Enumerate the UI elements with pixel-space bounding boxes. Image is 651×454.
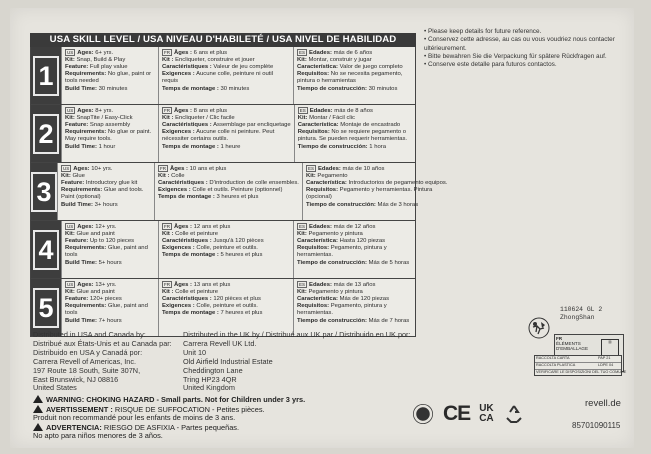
level-col-en [61,47,158,104]
feature-value: Valor de juego completo [339,64,403,71]
build-time-label: Tiempo de construcción: [297,317,367,324]
note-line: ultérieurement. [424,44,467,52]
warning-text: CHOKING HAZARD - Small parts. Not for Children under 3 yrs. [86,395,306,404]
brand-url: revell.de [585,398,621,409]
ages-label: Ages: [77,50,94,57]
build-time-value: 1 heure [220,143,241,150]
ages-value: más de 12 años [333,224,376,231]
build-time-label: Tiempo de construcción: [297,143,368,150]
feature-value: Valeur de jeu complète [213,64,274,71]
address-line: Distributed in USA and Canada by: [33,330,146,339]
build-time-value: Más de 5 horas [368,259,410,266]
requirements-label: Exigences : [162,71,195,78]
feature-label: Característica: [297,64,338,71]
ages-label: Ages: [77,282,94,289]
ages-label: Âges : [170,166,189,173]
requirements-value: No se necesita pegamento, pintura o herramientas [297,71,403,85]
flag-fr-icon: FR [164,108,170,113]
feature-label: Característica: [305,180,347,187]
ages-label: Ages: [77,224,94,231]
kit-label: Kit: [297,57,307,64]
kit-label: Kit : [162,57,174,64]
requirements-label: Exigences : [158,187,191,194]
feature-label: Característica: [297,122,339,129]
ages-label: Âges : [174,50,193,57]
build-time-label: Tiempo de construcción: [297,259,367,266]
warning-line [33,414,305,423]
recycling-cell: RACCOLTA PLASTICA [536,362,576,367]
feature-value: Más de 120 piezas [339,296,390,303]
build-time-label: Build Time: [65,143,97,150]
feature-label: Caractéristiques : [162,122,212,129]
ages-value: más de 8 años [334,108,373,115]
requirements-value: Pegamento y herramientas. Pintura (opcional) [305,187,433,201]
requirements-value: Glue and tools. Paint (optional) [61,187,144,201]
ages-label: Âges : [174,224,193,231]
requirements-value: Glue, paint and tools [65,303,148,317]
feature-value: Full play value [89,64,128,71]
recycle-icon [503,403,525,425]
reference-notes [424,28,634,69]
feature-label: Caractéristiques : [162,296,212,303]
level-number [31,221,61,278]
build-time-label: Temps de montage : [162,85,219,92]
address-line: Distribué aux États-Unis et au Canada par: [33,338,172,348]
level-number [31,163,57,220]
build-time-value: 1 hour [98,143,116,150]
choking-warning [33,395,305,441]
requirements-label: Requisitos: [297,303,330,310]
feature-value: Montaje de encastrado [340,122,401,129]
requirements-label: Requisitos: [305,187,339,194]
skill-level-title: USA SKILL LEVEL / USA NIVEAU D'HABILETÉ / USA NIVEL DE HABILIDAD [30,33,416,47]
ages-value: 8 ans et plus [193,108,228,115]
feature-value: Assemblage par encliquetage [213,122,291,129]
production-code [560,306,602,322]
warning-text: Produit non recommandé pour les enfants de moins de 3 ans. [33,413,236,423]
kit-value: Pegamento y pintura [308,289,363,296]
recycling-cell: RACCOLTA CARTA [536,356,570,360]
recycling-cell: PAP 21 [598,356,611,360]
level-number [31,105,61,162]
build-time-value: 5+ hours [98,259,122,266]
feature-value: Hasta 120 piezas [339,238,386,245]
kit-value: Colle et peinture [175,289,218,296]
ukca-top: UK [479,403,494,414]
build-time-value: 7+ hours [98,317,122,324]
address-line: Distributed in the UK by / Distribué aux UK par / Distribuido en UK por: [183,330,411,339]
address-line: United Kingdom [183,383,235,393]
build-time-value: 3 heures et plus [216,194,259,201]
kit-value: Pegamento [317,173,348,180]
build-time-label: Temps de montage : [162,310,219,317]
level-number-text: 1 [33,56,59,96]
recycling-row [535,356,621,362]
flag-en-icon: US [63,166,70,171]
kit-value: Encliqueter, construire et jouer [175,57,255,64]
kit-label: Kit : [162,289,174,296]
feature-value: Up to 120 pieces [89,238,135,245]
flag-en-icon: US [67,108,74,113]
flag-es-icon: ES [299,50,306,55]
ages-value: 12 ans et plus [193,224,231,231]
uk-distributor [183,331,411,393]
level-col-en [61,221,158,278]
kit-label: Kit: [297,115,308,122]
level-col-fr [158,105,294,162]
ages-value: 10 ans et plus [189,166,227,173]
build-time-label: Build Time: [65,259,97,266]
build-time-value: 1 hora [369,143,386,150]
kit-label: Kit: [65,115,75,122]
kit-value: Colle [171,173,185,180]
requirements-value: Colle, peinture et outils. [196,303,258,310]
ages-label: Âges : [174,108,193,115]
level-number-text: 2 [33,114,59,154]
address-line: Carrera Revell of Americas, Inc. [33,356,137,366]
requirements-value: No glue, paint or tools needed [65,71,152,85]
kit-value: Snap, Build & Play [76,57,126,64]
skill-levels [30,47,448,337]
feature-value: Introductorios de pegamento equipos. [348,180,448,187]
feature-label: Característica: [297,296,338,303]
requirements-label: Exigences : [162,245,195,252]
skill-level-row [30,221,416,279]
kit-label: Kit: [65,289,75,296]
warning-line [33,432,305,441]
requirements-label: Exigences : [162,129,195,136]
address-line: United States [33,383,77,393]
kit-label: Kit: [61,173,71,180]
feature-value: 120 pièces et plus [213,296,261,303]
article-number: 85701090115 [572,421,621,430]
us-distributor [33,331,172,393]
address-line: Carrera Revell UK Ltd. [183,338,257,348]
note-line: • Conservez cette adresse, au cas ou vous voudriez nous contacter [424,36,615,44]
build-time-value: 30 minutos [368,85,398,92]
kit-label: Kit: [297,231,307,238]
requirements-value: Colle, peinture et outils. [196,245,258,252]
feature-label: Feature: [65,64,89,71]
ukca-bottom: CA [479,413,494,424]
requirements-value: Pegamento, pintura y herramientas. [297,303,387,317]
kit-value: Montar, construir y jugar [308,57,372,64]
kit-value: SnapTite / Easy-Click [76,115,133,122]
feature-value: 120+ pieces [89,296,122,303]
address-line: Unit 10 [183,347,207,357]
feature-label: Feature: [65,296,89,303]
warning-head: WARNING: [46,395,85,404]
kit-label: Kit : [162,115,174,122]
flag-en-icon: US [67,282,74,287]
requirements-label: Exigences : [162,303,195,310]
ages-value: 6+ yrs. [95,50,114,57]
ages-label: Edades: [309,50,332,57]
recycling-cell: LDPE 04 [598,362,614,367]
requirements-label: Requisitos: [297,71,330,78]
note-line: • Please keep details for future reference. [424,28,542,35]
recycling-cell: VERIFICARE LE DISPOSIZIONI DEL TUO COMUNE [536,369,627,374]
build-time-label: Build Time: [61,201,93,208]
level-col-fr [154,163,302,220]
build-time-value: Más de 3 horas [377,201,419,208]
build-time-label: Build Time: [65,317,97,324]
recycle-text: ÉLÉMENTS D'EMBALLAGE [556,341,589,351]
build-time-value: Más de 7 horas [368,317,410,324]
ages-value: 12+ yrs. [95,224,117,231]
address-line: Old Airfield Industrial Estate [183,356,273,366]
ages-label: Ages: [77,108,94,115]
warning-triangle-icon [33,395,43,403]
recycling-cell [627,370,651,376]
feature-label: Caractéristiques : [158,180,208,187]
kit-label: Kit : [162,231,174,238]
ages-label: Ages: [73,166,90,173]
build-time-value: 30 minutes [220,85,250,92]
ages-value: 6 ans et plus [193,50,228,57]
skill-level-row [30,279,416,337]
flag-es-icon: ES [299,108,306,113]
level-number-text: 4 [33,230,59,270]
feature-label: Feature: [61,180,85,187]
kit-label: Kit: [65,57,75,64]
ages-value: 13 ans et plus [193,282,231,289]
level-col-fr [158,221,293,278]
level-col-en [61,105,158,162]
ages-label: Edades: [317,166,341,173]
ages-label: Edades: [309,108,333,115]
kit-value: Encliqueter / Clic facile [175,115,235,122]
requirements-label: Requirements: [65,245,107,252]
warning-head: AVERTISSEMENT : [46,404,113,414]
address-line: 197 Route 18 South, Suite 307N, [33,365,141,375]
address-line: Cheddington Lane [183,365,243,375]
ages-value: más de 10 años [342,166,385,173]
ages-value: más de 13 años [333,282,376,289]
ukca-mark [479,404,493,424]
build-time-label: Build Time: [65,85,97,92]
recycling-row [535,362,621,369]
warning-head: ADVERTENCIA: [46,422,102,432]
build-time-label: Tiempo de construcción: [297,85,367,92]
flag-es-icon: ES [299,224,306,229]
address-line: Tring HP23 4QR [183,374,237,384]
kit-value: Colle et peinture [175,231,218,238]
requirements-value: Aucune colle, peinture ni outil requis [162,71,274,85]
address-line: East Brunswick, NJ 08816 [33,374,119,384]
build-time-value: 5 heures et plus [220,252,263,259]
flag-en-icon: US [67,50,74,55]
feature-value: D'introduction de colle ensembles. [209,180,299,187]
build-time-label: Temps de montage : [162,143,219,150]
flag-es-icon: ES [307,166,314,171]
level-col-en [57,163,154,220]
build-time-value: 3+ hours [94,201,118,208]
requirements-value: No glue or paint. May require tools. [65,129,152,143]
feature-label: Característica: [297,238,338,245]
level-col-en [61,279,158,336]
build-time-value: 7 heures et plus [220,310,263,317]
kit-value: Glue and paint [76,289,115,296]
requirements-label: Requirements: [65,129,107,136]
recycling-table [534,355,627,376]
flag-fr-icon: FR [160,166,166,171]
level-col-es [302,163,450,220]
feature-label: Caractéristiques : [162,64,212,71]
warning-triangle-icon [33,405,43,413]
flag-en-icon: US [67,224,74,229]
build-time-label: Temps de montage : [162,252,219,259]
ages-label: Edades: [309,224,332,231]
warning-text: RISQUE DE SUFFOCATION - Petites pièces. [114,404,265,414]
kit-label: Kit: [297,289,307,296]
level-col-es [293,221,415,278]
warning-text: No apto para niños menores de 3 años. [33,431,163,441]
code-line-1: 110624 GL 2 [560,306,603,313]
kit-label: Kit : [158,173,170,180]
feature-value: Snap assembly [89,122,131,129]
requirements-value: Pegamento, pintura y herramientas. [297,245,387,259]
kit-value: Glue and paint [76,231,115,238]
note-line: • Bitte bewahren Sie die Verpackung für spätere Rückfragen auf. [424,52,607,60]
level-col-fr [158,279,293,336]
requirements-value: Colle et outils. Peinture (optionnel) [192,187,283,194]
kit-label: Kit: [305,173,316,180]
requirements-value: Glue, paint and tools [65,245,148,259]
level-number [31,279,61,336]
warning-triangle-icon [33,423,43,431]
kit-value: Montar / Fácil clic [309,115,355,122]
level-col-es [294,105,415,162]
flag-es-icon: ES [299,282,306,287]
level-col-es [293,279,415,336]
fr-badge: FR [556,336,563,341]
ages-label: Edades: [309,282,332,289]
ages-value: 13+ yrs. [95,282,117,289]
requirements-value: No se requiere pegamento o pintura. Se pueden requerir herramientas. [297,129,408,143]
recycle-bin-icon: ▥ [601,339,619,365]
ages-value: 10+ yrs. [91,166,113,173]
build-time-label: Tiempo de construcción: [305,201,376,208]
requirements-label: Requirements: [65,71,107,78]
recycling-row [535,369,627,376]
triman-icon [528,317,550,339]
requirements-value: Aucune colle ni peinture. Peut nécessiter certains outils. [162,129,275,143]
level-col-es [293,47,415,104]
feature-value: Jusqu'à 120 pièces [213,238,264,245]
kit-value: Pegamento y pintura [308,231,363,238]
green-dot-icon [412,403,434,425]
level-number-text: 5 [33,288,59,328]
skill-level-row [30,105,416,163]
feature-label: Feature: [65,122,89,129]
requirements-label: Requirements: [61,187,103,194]
requirements-label: Requirements: [65,303,107,310]
build-time-value: 30 minutes [98,85,128,92]
code-line-2: ZhongShan [560,314,595,321]
ages-value: más de 6 años [333,50,373,57]
kit-value: Glue [72,173,85,180]
feature-label: Feature: [65,238,89,245]
kit-label: Kit: [65,231,75,238]
level-number [31,47,61,104]
feature-value: Introductory glue kit [85,180,138,187]
ages-value: 8+ yrs. [95,108,114,115]
flag-fr-icon: FR [164,224,170,229]
skill-level-row [30,47,416,105]
flag-fr-icon: FR [164,50,170,55]
note-line: • Conserve este detalle para futuros contactos. [424,61,557,69]
warning-line [33,395,305,405]
requirements-label: Requisitos: [297,245,330,252]
requirements-label: Requisitos: [297,129,330,136]
build-time-label: Temps de montage : [158,194,215,201]
flag-fr-icon: FR [164,282,170,287]
level-number-text: 3 [31,172,57,212]
ce-mark: CE [443,402,471,425]
level-col-fr [158,47,293,104]
address-line: Distribuido en USA y Canadá por: [33,347,143,357]
ages-label: Âges : [174,282,193,289]
skill-level-row [30,163,448,221]
certification-marks [412,402,525,426]
warning-text: RIESGO DE ASFIXIA - Partes pequeñas. [103,422,240,432]
feature-label: Caractéristiques : [162,238,212,245]
